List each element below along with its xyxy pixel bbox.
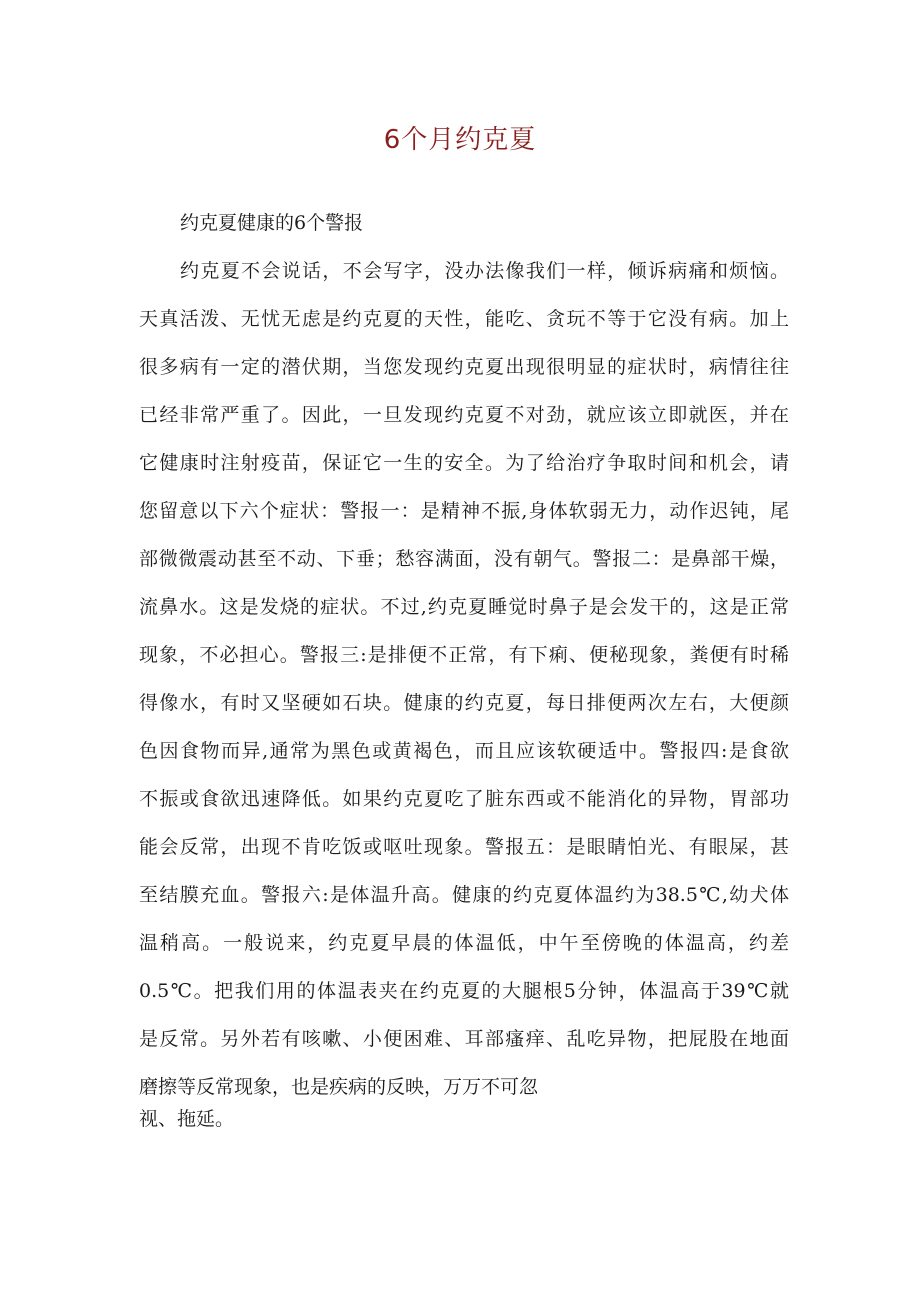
paragraph-line: 得像水，有时又坚硬如石块。健康的约克夏，每日排便两次左右，大便颜	[139, 692, 789, 714]
paragraph-line: 不振或食欲迅速降低。如果约克夏吃了脏东西或不能消化的异物，胃部功	[139, 788, 789, 810]
document-title: 6个月约克夏	[383, 125, 537, 155]
paragraph-line: 很多病有一定的潜伏期，当您发现约克夏出现很明显的症状时，病情往往	[139, 356, 789, 378]
paragraph-line: 约克夏不会说话，不会写字，没办法像我们一样，倾诉病痛和烦恼。	[180, 260, 789, 282]
document-subtitle: 约克夏健康的6个警报	[180, 212, 364, 234]
paragraph-line: 天真活泼、无忧无虑是约克夏的天性，能吃、贪玩不等于它没有病。加上	[139, 308, 789, 330]
paragraph-line: 0.5℃。把我们用的体温表夹在约克夏的大腿根5分钟，体温高于39℃就	[139, 980, 789, 1002]
paragraph-line: 部微微震动甚至不动、下垂；愁容满面，没有朝气。警报二：是鼻部干燥，	[139, 548, 789, 570]
paragraph-line: 色因食物而异,通常为黑色或黄褐色，而且应该软硬适中。警报四:是食欲	[139, 740, 789, 762]
paragraph-line: 能会反常，出现不肯吃饭或呕吐现象。警报五：是眼睛怕光、有眼屎，甚	[139, 836, 789, 858]
paragraph-line: 是反常。另外若有咳嗽、小便困难、耳部瘙痒、乱吃异物，把屁股在地面	[139, 1028, 789, 1050]
paragraph-line: 已经非常严重了。因此，一旦发现约克夏不对劲，就应该立即就医，并在	[139, 404, 789, 426]
paragraph-line: 至结膜充血。警报六:是体温升高。健康的约克夏体温约为38.5℃,幼犬体	[139, 884, 789, 906]
paragraph-line: 现象，不必担心。警报三:是排便不正常，有下痢、便秘现象，粪便有时稀	[139, 644, 789, 666]
paragraph-line: 流鼻水。这是发烧的症状。不过,约克夏睡觉时鼻子是会发干的，这是正常	[139, 596, 789, 618]
paragraph-line: 磨擦等反常现象，也是疾病的反映，万万不可忽	[139, 1076, 539, 1098]
paragraph-line: 视、拖延。	[139, 1108, 235, 1130]
paragraph-line: 您留意以下六个症状：警报一：是精神不振,身体软弱无力，动作迟钝，尾	[139, 500, 789, 522]
paragraph-line: 它健康时注射疫苗，保证它一生的安全。为了给治疗争取时间和机会，请	[139, 452, 789, 474]
paragraph-line: 温稍高。一般说来，约克夏早晨的体温低，中午至傍晚的体温高，约差	[139, 932, 789, 954]
